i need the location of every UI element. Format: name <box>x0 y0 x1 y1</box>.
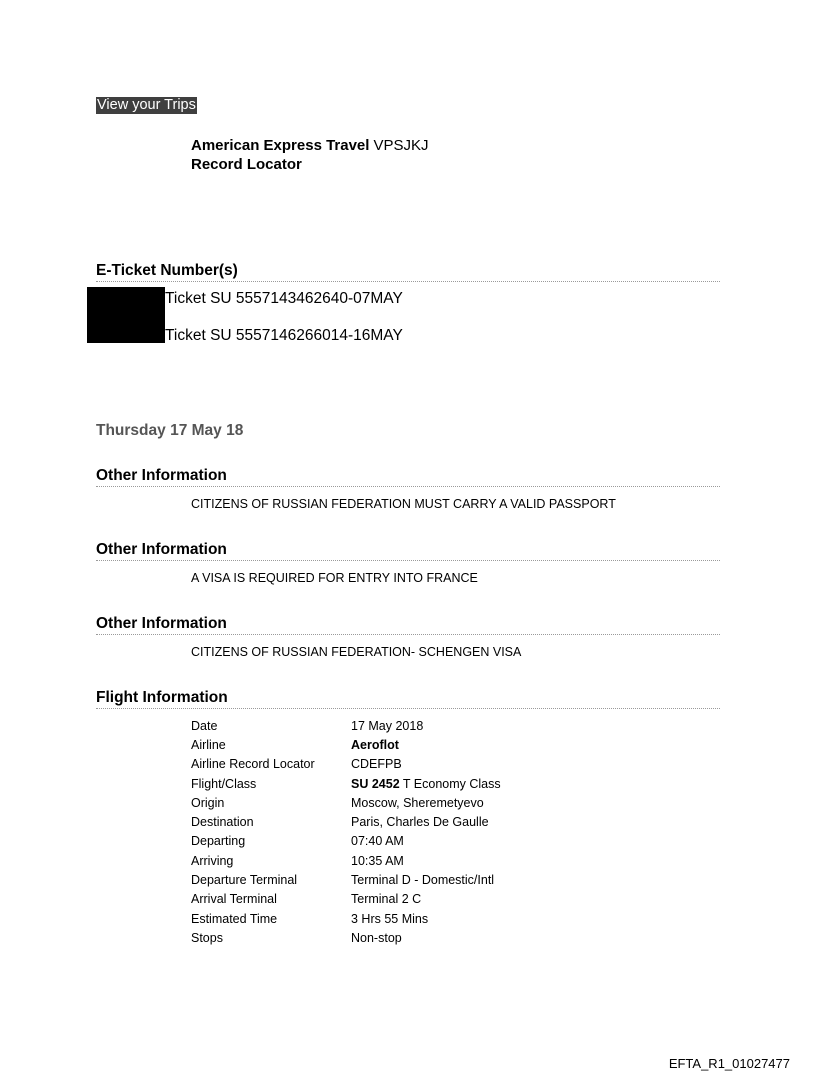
flight-label-estimated-time: Estimated Time <box>191 911 278 926</box>
flight-label-arrival-terminal: Arrival Terminal <box>191 892 277 907</box>
view-trips-link[interactable]: View your Trips <box>97 97 196 113</box>
flight-label-stops: Stops <box>191 930 223 945</box>
flight-label-destination: Destination <box>191 815 254 830</box>
flight-row-destination <box>191 812 601 831</box>
flight-label-departure-terminal: Departure Terminal <box>191 873 298 888</box>
flight-row-arrival-terminal <box>191 890 601 909</box>
flight-row-estimated-time <box>191 909 601 928</box>
flight-number: SU 2452 <box>351 776 400 791</box>
record-locator-block <box>191 136 428 174</box>
flight-label-flight-class: Flight/Class <box>191 776 257 791</box>
flight-value-airline-record-locator: CDEFPB <box>351 757 402 772</box>
flight-label-date: Date <box>191 718 218 733</box>
itinerary-date-heading: Thursday 17 May 18 <box>96 422 244 439</box>
flight-value-airline: Aeroflot <box>351 737 399 752</box>
flight-info-heading: Flight Information <box>96 689 720 709</box>
other-info-text-2: A VISA IS REQUIRED FOR ENTRY INTO FRANCE <box>191 571 478 585</box>
flight-class: T Economy Class <box>399 776 501 791</box>
flight-value-arrival-terminal: Terminal 2 C <box>351 892 422 907</box>
flight-row-departing <box>191 832 601 851</box>
record-locator-label-line2: Record Locator <box>191 156 302 173</box>
other-info-heading-3: Other Information <box>96 615 720 635</box>
other-info-text-3: CITIZENS OF RUSSIAN FEDERATION- SCHENGEN VISA <box>191 645 522 659</box>
ticket-number-2: Ticket SU 5557146266014-16MAY <box>165 327 403 344</box>
flight-value-departing: 07:40 AM <box>351 834 404 849</box>
flight-value-destination: Paris, Charles De Gaulle <box>351 815 489 830</box>
flight-row-departure-terminal <box>191 870 601 889</box>
flight-row-origin <box>191 793 601 812</box>
document-id: EFTA_R1_01027477 <box>668 1056 790 1071</box>
other-info-heading-1: Other Information <box>96 467 720 487</box>
flight-value-arriving: 10:35 AM <box>351 853 404 868</box>
flight-value-origin: Moscow, Sheremetyevo <box>351 795 484 810</box>
flight-row-date <box>191 716 601 735</box>
redaction-block <box>87 287 165 343</box>
flight-value-stops: Non-stop <box>351 930 402 945</box>
flight-label-origin: Origin <box>191 795 225 810</box>
record-locator-label-line1: American Express Travel <box>191 137 370 154</box>
eticket-heading: E-Ticket Number(s) <box>96 262 720 282</box>
flight-label-airline: Airline <box>191 737 226 752</box>
flight-value-departure-terminal: Terminal D - Domestic/Intl <box>351 873 495 888</box>
flight-value-flight-class <box>351 774 601 793</box>
flight-row-airline <box>191 735 601 754</box>
flight-value-date: 17 May 2018 <box>351 718 424 733</box>
flight-row-airline-record-locator <box>191 755 601 774</box>
flight-label-arriving: Arriving <box>191 853 234 868</box>
ticket-number-1: Ticket SU 5557143462640-07MAY <box>165 290 403 307</box>
flight-row-stops <box>191 928 601 947</box>
other-info-text-1: CITIZENS OF RUSSIAN FEDERATION MUST CARRY A VALID PASSPORT <box>191 497 616 511</box>
other-info-heading-2: Other Information <box>96 541 720 561</box>
flight-label-airline-record-locator: Airline Record Locator <box>191 757 315 772</box>
flight-row-arriving <box>191 851 601 870</box>
flight-value-estimated-time: 3 Hrs 55 Mins <box>351 911 429 926</box>
flight-label-departing: Departing <box>191 834 246 849</box>
record-locator-code: VPSJKJ <box>373 137 429 154</box>
flight-info-table <box>191 716 601 948</box>
flight-row-flight-class <box>191 774 601 793</box>
